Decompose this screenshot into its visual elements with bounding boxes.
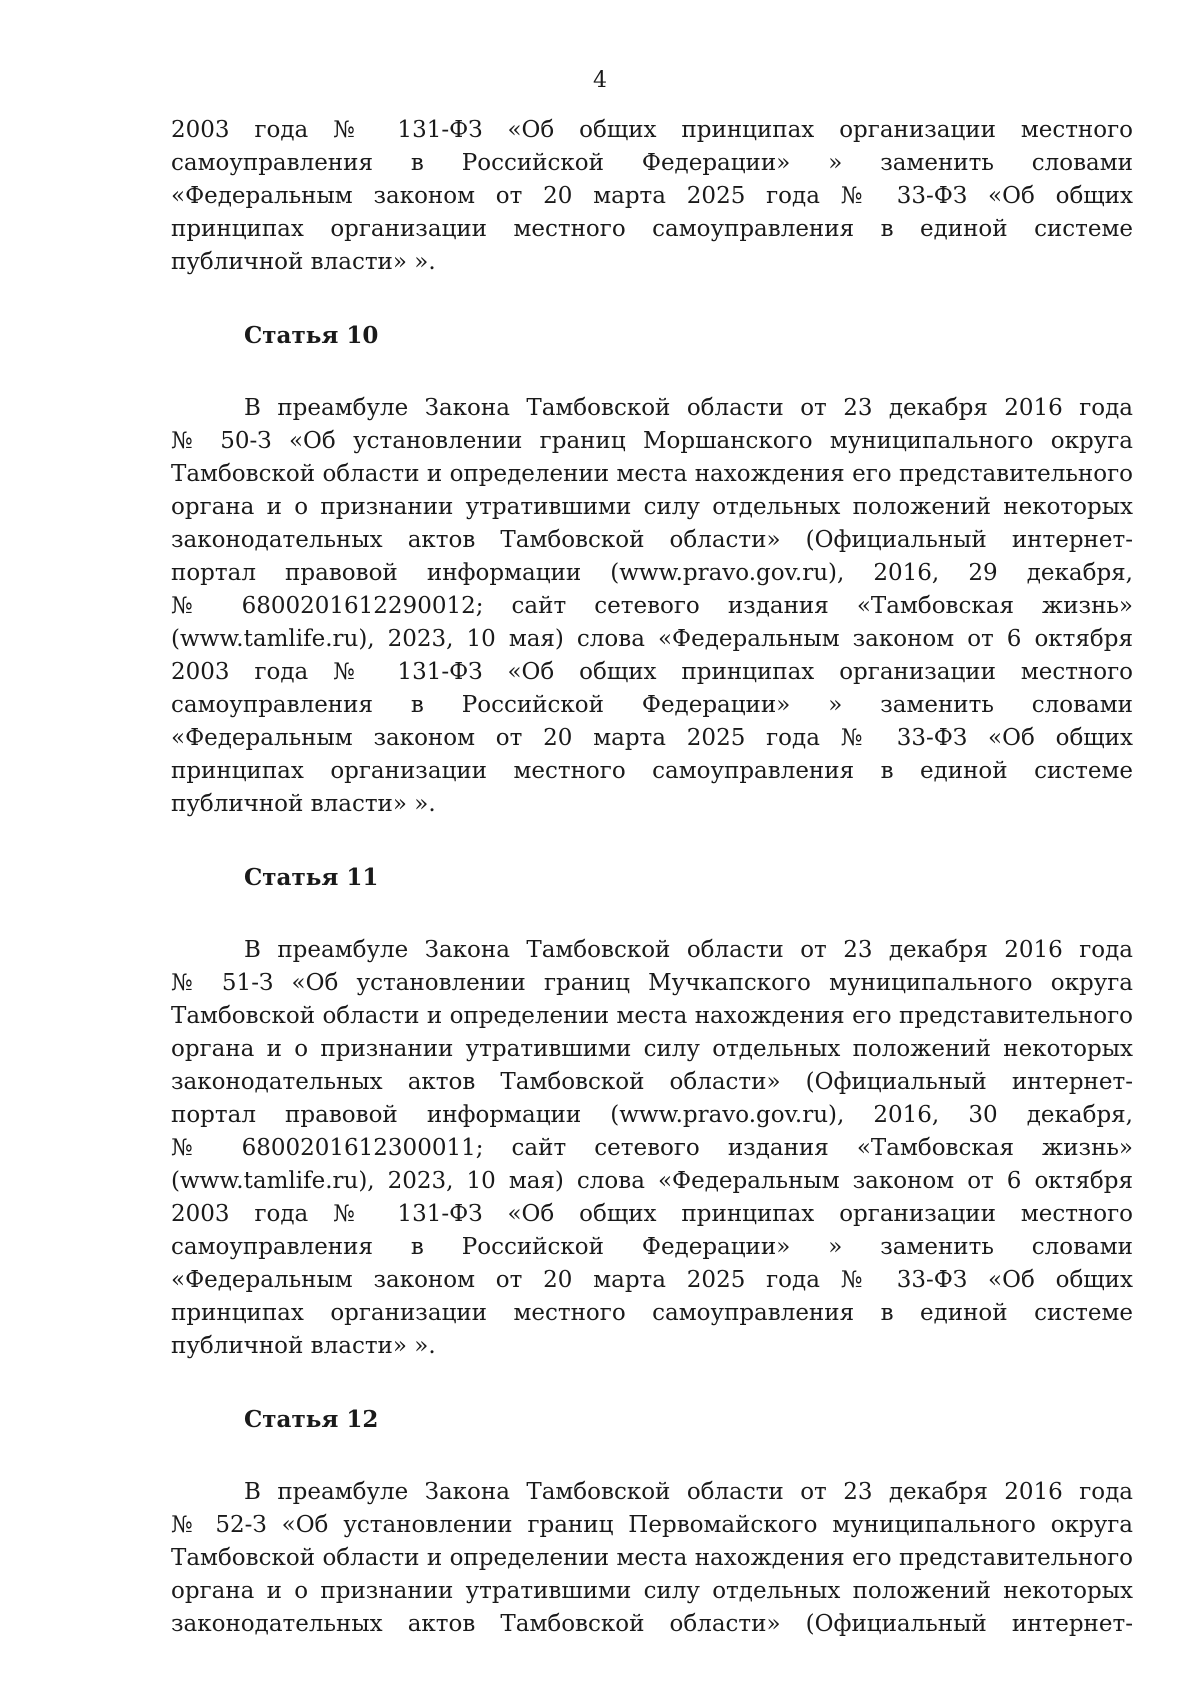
text-line: 2003 года № 131-ФЗ «Об общих принципах организации местного [171,659,1133,685]
page-number: 4 [593,68,607,93]
text-line: самоуправления в Российской Федерации» » заменить словами [171,692,1133,718]
document-body [171,114,1133,1641]
text-line: № 52-З «Об установлении границ Первомайского муниципального округа [171,1512,1133,1538]
text-line: 2003 года № 131-ФЗ «Об общих принципах организации местного [171,117,1133,143]
text-line: В преамбуле Закона Тамбовской области от 23 декабря 2016 года [244,1479,1133,1505]
text-line: «Федеральным законом от 20 марта 2025 года № 33-ФЗ «Об общих [171,1267,1133,1293]
text-line: 2003 года № 131-ФЗ «Об общих принципах организации местного [171,1201,1133,1227]
text-line: Тамбовской области и определении места нахождения его представительного [171,1545,1133,1571]
article-10 [171,319,1133,821]
text-line: № 6800201612290012; сайт сетевого издания «Тамбовская жизнь» [171,593,1133,619]
text-line: законодательных актов Тамбовской области» (Официальный интернет- [171,1611,1133,1637]
intro-paragraph [171,114,1133,279]
text-line: № 51-З «Об установлении границ Мучкапского муниципального округа [171,970,1133,996]
text-line: органа и о признании утратившими силу отдельных положений некоторых [171,494,1133,520]
text-line: В преамбуле Закона Тамбовской области от 23 декабря 2016 года [244,937,1133,963]
text-line: «Федеральным законом от 20 марта 2025 года № 33-ФЗ «Об общих [171,183,1133,209]
text-line: органа и о признании утратившими силу отдельных положений некоторых [171,1578,1133,1604]
text-line: № 50-З «Об установлении границ Моршанского муниципального округа [171,428,1133,454]
text-line: В преамбуле Закона Тамбовской области от 23 декабря 2016 года [244,395,1133,421]
article-heading: Статья 12 [244,1406,379,1433]
text-line: принципах организации местного самоуправления в единой системе [171,1300,1133,1326]
text-line: законодательных актов Тамбовской области» (Официальный интернет- [171,527,1133,553]
text-line: (www.tamlife.ru), 2023, 10 мая) слова «Федеральным законом от 6 октября [171,1168,1133,1194]
text-line: № 6800201612300011; сайт сетевого издания «Тамбовская жизнь» [171,1135,1133,1161]
text-line: принципах организации местного самоуправления в единой системе [171,758,1133,784]
text-line: Тамбовской области и определении места нахождения его представительного [171,461,1133,487]
text-line: органа и о признании утратившими силу отдельных положений некоторых [171,1036,1133,1062]
text-line: законодательных актов Тамбовской области» (Официальный интернет- [171,1069,1133,1095]
text-line: портал правовой информации (www.pravo.gov.ru), 2016, 29 декабря, [171,560,1133,586]
article-12 [171,1403,1133,1641]
text-line: (www.tamlife.ru), 2023, 10 мая) слова «Федеральным законом от 6 октября [171,626,1133,652]
text-line: портал правовой информации (www.pravo.gov.ru), 2016, 30 декабря, [171,1102,1133,1128]
text-line: публичной власти» ». [171,1333,436,1359]
text-line: принципах организации местного самоуправления в единой системе [171,216,1133,242]
article-heading: Статья 10 [244,322,379,349]
text-line: публичной власти» ». [171,249,436,275]
text-line: Тамбовской области и определении места нахождения его представительного [171,1003,1133,1029]
text-line: «Федеральным законом от 20 марта 2025 года № 33-ФЗ «Об общих [171,725,1133,751]
article-heading: Статья 11 [244,864,379,891]
text-line: самоуправления в Российской Федерации» » заменить словами [171,1234,1133,1260]
text-line: публичной власти» ». [171,791,436,817]
text-line: самоуправления в Российской Федерации» » заменить словами [171,150,1133,176]
article-11 [171,861,1133,1363]
